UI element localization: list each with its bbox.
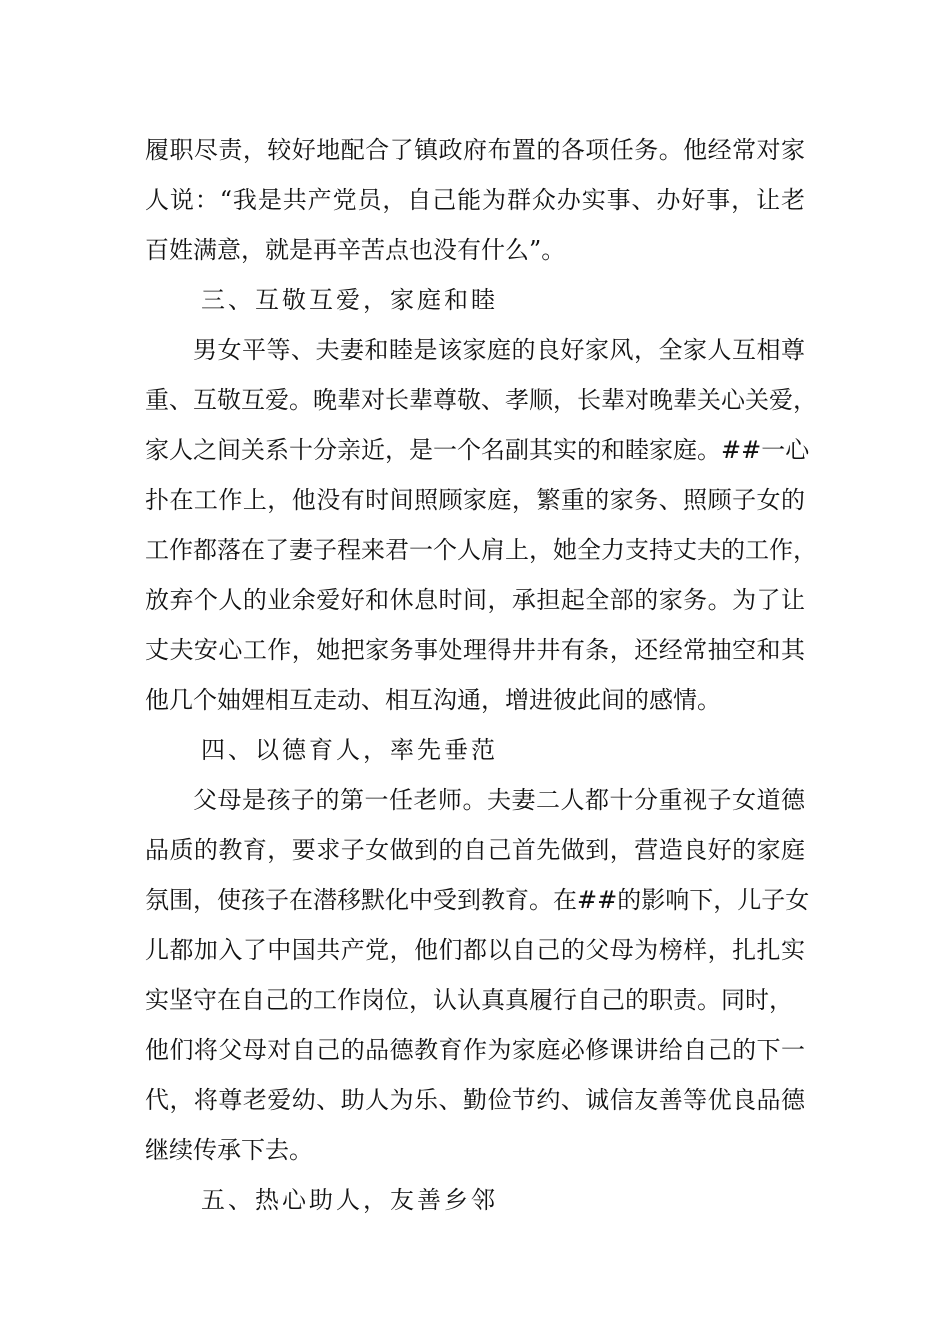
text-line: 代，将尊老爱幼、助人为乐、勤俭节约、诚信友善等优良品德 bbox=[145, 1086, 805, 1114]
text-line: 工作都落在了妻子程来君一个人肩上，她全力支持丈夫的工作， bbox=[145, 536, 817, 564]
text-line: 扑在工作上，他没有时间照顾家庭，繁重的家务、照顾子女的 bbox=[145, 486, 805, 514]
text-line: 男女平等、夫妻和睦是该家庭的良好家风，全家人互相尊 bbox=[193, 336, 805, 364]
text-line: 放弃个人的业余爱好和休息时间，承担起全部的家务。为了让 bbox=[145, 586, 805, 614]
text-line: 继续传承下去。 bbox=[145, 1136, 313, 1164]
section-heading-3: 三、互敬互爱，家庭和睦 bbox=[201, 286, 498, 314]
text-line: 他几个妯娌相互走动、相互沟通，增进彼此间的感情。 bbox=[145, 686, 721, 714]
text-line: 履职尽责，较好地配合了镇政府布置的各项任务。他经常对家 bbox=[145, 136, 805, 164]
text-line: 家人之间关系十分亲近，是一个名副其实的和睦家庭。##一心 bbox=[145, 436, 810, 464]
text-line: 父母是孩子的第一任老师。夫妻二人都十分重视子女道德 bbox=[193, 786, 805, 814]
text-line: 人说：“我是共产党员，自己能为群众办实事、办好事，让老 bbox=[145, 186, 805, 214]
text-line: 品质的教育，要求子女做到的自己首先做到，营造良好的家庭 bbox=[145, 836, 805, 864]
section-heading-5: 五、热心助人，友善乡邻 bbox=[201, 1186, 498, 1214]
text-line: 丈夫安心工作，她把家务事处理得井井有条，还经常抽空和其 bbox=[145, 636, 805, 664]
text-line: 百姓满意，就是再辛苦点也没有什么”。 bbox=[145, 236, 566, 264]
text-line: 实坚守在自己的工作岗位，认认真真履行自己的职责。同时， bbox=[145, 986, 793, 1014]
text-line: 儿都加入了中国共产党，他们都以自己的父母为榜样，扎扎实 bbox=[145, 936, 805, 964]
section-heading-4: 四、以德育人，率先垂范 bbox=[201, 736, 498, 764]
text-line: 氛围，使孩子在潜移默化中受到教育。在##的影响下，儿子女 bbox=[145, 886, 810, 914]
text-line: 重、互敬互爱。晚辈对长辈尊敬、孝顺，长辈对晚辈关心关爱， bbox=[145, 386, 817, 414]
text-line: 他们将父母对自己的品德教育作为家庭必修课讲给自己的下一 bbox=[145, 1036, 805, 1064]
